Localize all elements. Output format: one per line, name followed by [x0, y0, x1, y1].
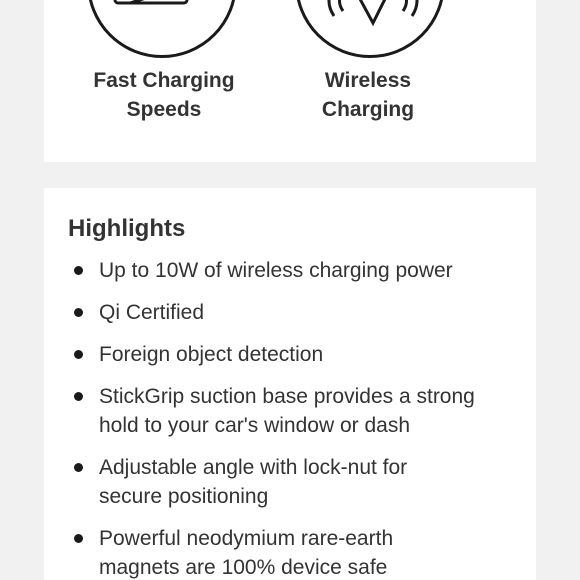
highlight-item — [44, 524, 536, 580]
bullet-icon — [74, 266, 83, 275]
bullet-icon — [74, 308, 83, 317]
highlight-text: Adjustable angle with lock-nut for — [99, 456, 408, 479]
feature-label-line: Speeds — [126, 98, 202, 121]
highlight-item — [44, 382, 536, 440]
highlights-card — [44, 188, 536, 580]
feature-label-line: Fast Charging — [93, 69, 235, 92]
features-card — [44, 0, 536, 162]
highlight-text: StickGrip suction base provides a strong — [99, 385, 475, 408]
feature-label-line: Charging — [321, 98, 415, 121]
wireless-charging-icon — [295, 0, 445, 58]
battery-charging-icon — [87, 0, 237, 58]
highlight-text: magnets are 100% device safe — [99, 556, 388, 579]
highlight-text: hold to your car's window or dash — [99, 414, 411, 437]
highlight-item — [44, 453, 536, 511]
highlight-text: Powerful neodymium rare-earth — [99, 527, 394, 550]
bullet-icon — [74, 392, 83, 401]
highlights-title: Highlights — [68, 215, 186, 242]
highlight-text: Up to 10W of wireless charging power — [99, 259, 453, 282]
highlight-text: Foreign object detection — [99, 343, 324, 366]
feature-label — [268, 66, 468, 124]
highlight-item — [44, 256, 536, 285]
feature-label — [64, 66, 264, 124]
bullet-icon — [74, 463, 83, 472]
bullet-icon — [74, 350, 83, 359]
highlight-text: secure positioning — [99, 485, 269, 508]
highlight-item — [44, 298, 536, 327]
highlights-list — [44, 256, 536, 580]
highlight-item — [44, 340, 536, 369]
highlight-text: Qi Certified — [99, 301, 205, 324]
feature-label-line: Wireless — [324, 69, 412, 92]
bullet-icon — [74, 534, 83, 543]
